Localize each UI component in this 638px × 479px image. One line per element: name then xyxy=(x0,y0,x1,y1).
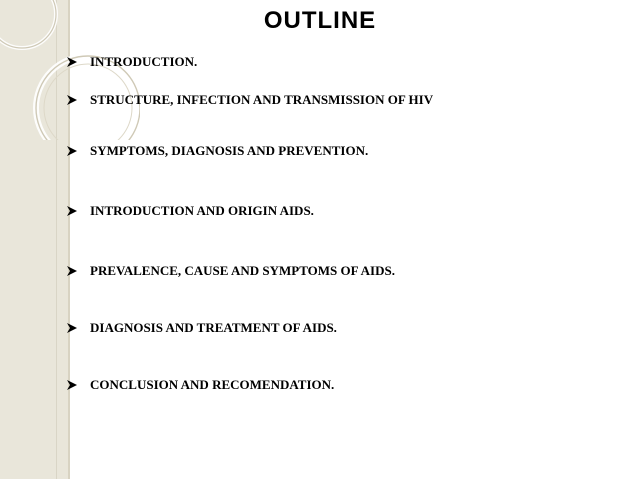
arrowhead-bullet-icon xyxy=(66,379,78,391)
arrowhead-bullet-icon xyxy=(66,56,78,68)
arrowhead-bullet-icon xyxy=(66,145,78,157)
arrowhead-bullet-icon xyxy=(66,322,78,334)
outline-item-label: INTRODUCTION. xyxy=(90,54,198,69)
arrowhead-bullet-icon xyxy=(66,265,78,277)
arrowhead-bullet-icon xyxy=(66,94,78,106)
outline-item-label: DIAGNOSIS AND TREATMENT OF AIDS. xyxy=(90,320,337,335)
slide-title: OUTLINE xyxy=(263,7,377,34)
arrowhead-bullet-icon xyxy=(66,205,78,217)
outline-item-label: SYMPTOMS, DIAGNOSIS AND PREVENTION. xyxy=(90,143,369,158)
outline-item-label: CONCLUSION AND RECOMENDATION. xyxy=(90,377,335,392)
outline-item-label: PREVALENCE, CAUSE AND SYMPTOMS OF AIDS. xyxy=(90,263,395,278)
outline-item-label: STRUCTURE, INFECTION AND TRANSMISSION OF HIV xyxy=(90,92,434,107)
outline-item-label: INTRODUCTION AND ORIGIN AIDS. xyxy=(90,203,314,218)
